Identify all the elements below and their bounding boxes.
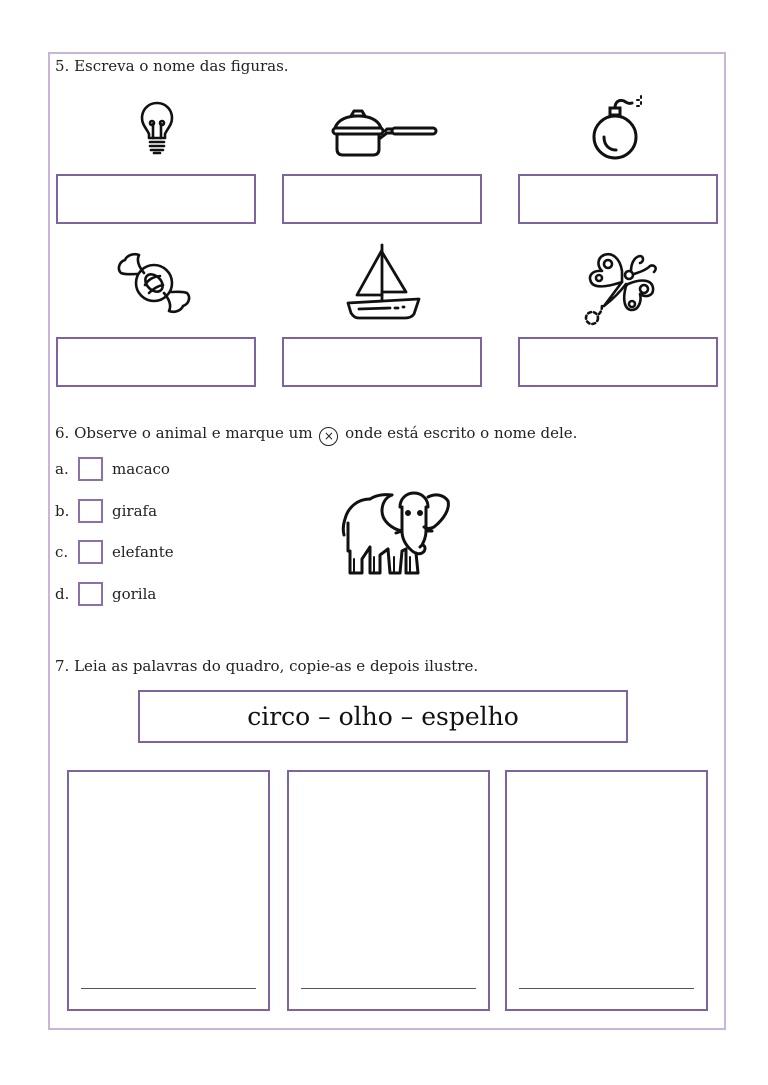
sailboat-icon [345, 242, 423, 320]
option-letter: d. [55, 585, 70, 603]
word-box: circo – olho – espelho [138, 690, 628, 743]
drawing-box-3[interactable] [505, 770, 708, 1011]
drawing-box-2[interactable] [287, 770, 490, 1011]
option-letter: c. [55, 543, 69, 561]
drawing-box-1[interactable] [67, 770, 270, 1011]
saucepan-icon [330, 107, 438, 157]
option-label: gorila [112, 585, 157, 603]
option-label: girafa [112, 502, 158, 520]
section5-title: 5. Escreva o nome das figuras. [55, 57, 289, 75]
elephant-icon [340, 487, 452, 577]
answer-box-3[interactable] [518, 174, 718, 224]
option-d [55, 582, 255, 608]
caption-line[interactable] [519, 988, 694, 989]
caption-line[interactable] [301, 988, 476, 989]
checkbox-gorila[interactable] [78, 582, 103, 606]
answer-box-6[interactable] [518, 337, 718, 387]
section7-title: 7. Leia as palavras do quadro, copie-as e depois ilustre. [55, 657, 479, 675]
circled-x-icon: × [319, 427, 338, 446]
section6-title-end: onde está escrito o nome dele. [345, 424, 578, 442]
section6-title-start: 6. Observe o animal e marque um [55, 424, 313, 442]
option-label: elefante [112, 543, 174, 561]
checkbox-girafa[interactable] [78, 499, 103, 523]
candy-icon [115, 247, 193, 319]
option-c [55, 540, 255, 566]
option-letter: b. [55, 502, 70, 520]
butterfly-icon [580, 244, 668, 330]
bomb-icon [590, 94, 648, 160]
section6-title [55, 424, 577, 446]
option-letter: a. [55, 460, 69, 478]
option-label: macaco [112, 460, 170, 478]
answer-box-2[interactable] [282, 174, 482, 224]
answer-box-5[interactable] [282, 337, 482, 387]
lightbulb-icon [139, 100, 175, 156]
checkbox-macaco[interactable] [78, 457, 103, 481]
answer-box-1[interactable] [56, 174, 256, 224]
option-b [55, 499, 255, 525]
option-a [55, 457, 255, 483]
checkbox-elefante[interactable] [78, 540, 103, 564]
caption-line[interactable] [81, 988, 256, 989]
answer-box-4[interactable] [56, 337, 256, 387]
